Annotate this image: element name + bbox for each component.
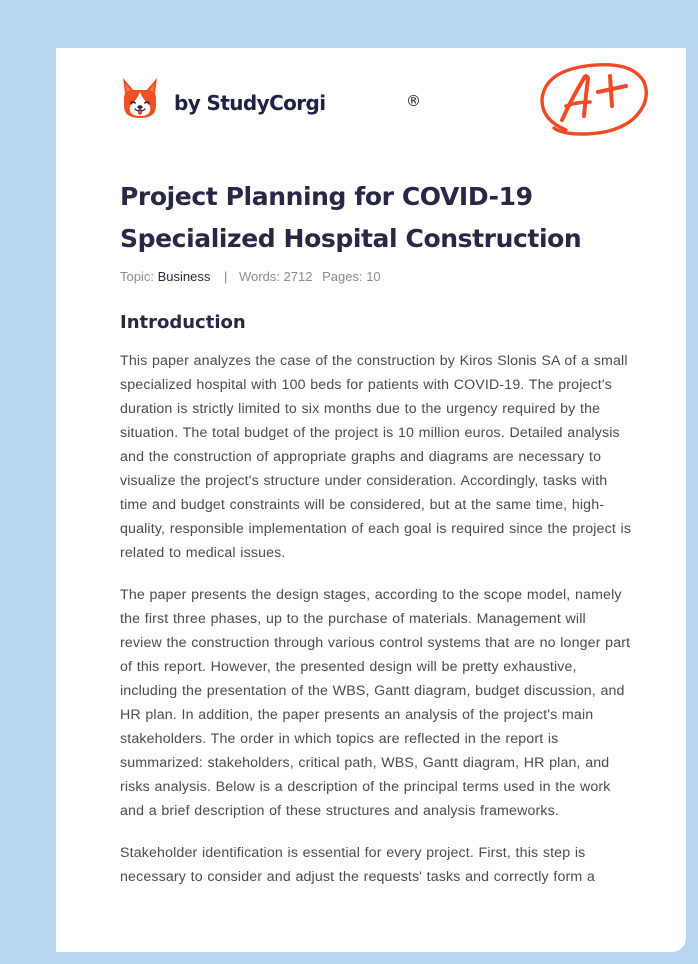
- section-body: [120, 349, 632, 907]
- brand-header[interactable]: [120, 76, 421, 120]
- page-title: Project Planning for COVID-19 Specialized Hospital Construction: [120, 182, 582, 253]
- document-meta: [120, 269, 381, 284]
- pages-count: 10: [366, 269, 381, 284]
- registered-mark: ®: [406, 92, 421, 110]
- topic-link[interactable]: Business: [157, 269, 211, 284]
- words-label: Words:: [238, 269, 280, 284]
- brand-name: by StudyCorgi: [174, 91, 326, 115]
- words-count: 2712: [283, 269, 313, 284]
- a-plus-circled-icon: [536, 58, 652, 140]
- meta-separator: |: [223, 269, 228, 284]
- corgi-head-icon: [120, 76, 160, 120]
- pages-label: Pages:: [322, 269, 363, 284]
- document-card: [56, 48, 686, 952]
- topic-label: Topic:: [120, 269, 154, 284]
- section-heading-introduction: Introduction: [120, 312, 246, 333]
- paragraph: This paper analyzes the case of the construction by Kiros Slonis SA of a small specialized hospital with 100 beds for patients with COVID-19. The project's duration is strictly limited to six months due to the urgency required by the situation. The total budget of the project is 10 million euros. Detailed analysis and the construction of appropriate graphs and diagrams are necessary to visualize the project's structure under consideration. Accordingly, tasks with time and budget constraints will be considered, but at the same time, high-quality, responsible implementation of each goal is required since the project is related to medical issues.: [120, 353, 632, 561]
- paragraph: Stakeholder identification is essential for every project. First, this step is necessary to consider and adjust the requests' tasks and correctly form a: [120, 845, 595, 885]
- paragraph: The paper presents the design stages, according to the scope model, namely the first three phases, up to the purchase of materials. Management will review the construction through various control systems that are no longer part of this report. However, the presented design will be pretty exhaustive, including the presentation of the WBS, Gantt diagram, budget discussion, and HR plan. In addition, the paper presents an analysis of the project's main stakeholders. The order in which topics are reflected in the report is summarized: stakeholders, critical path, WBS, Gantt diagram, HR plan, and risks analysis. Below is a description of the principal terms used in the work and a brief description of these structures and analysis frameworks.: [120, 587, 631, 819]
